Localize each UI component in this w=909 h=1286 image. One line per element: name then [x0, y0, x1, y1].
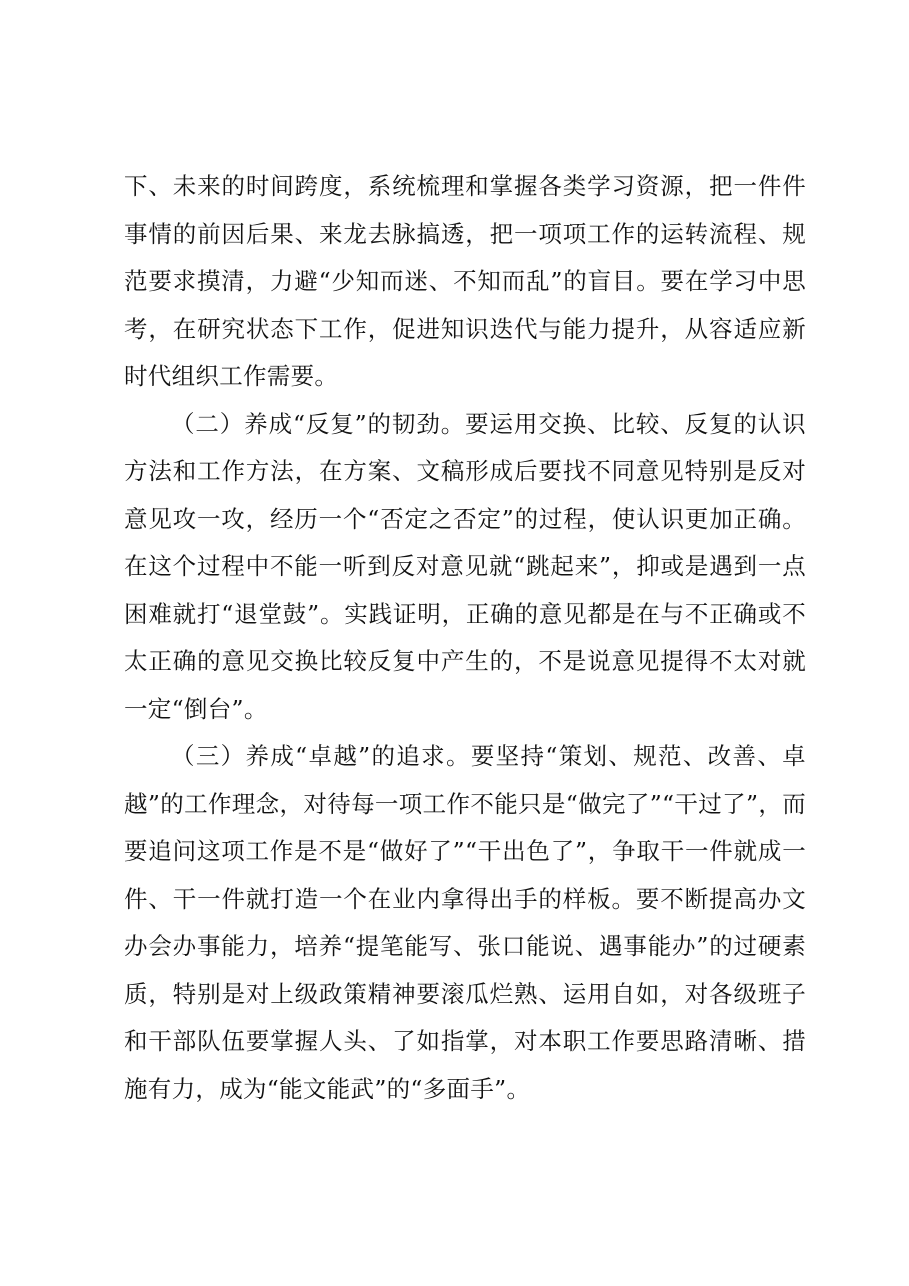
paragraph-continuation: 下、未来的时间跨度，系统梳理和掌握各类学习资源，把一件件事情的前因后果、来龙去脉搞透，把一项项工作的运转流程、规范要求摸清，力避“少知而迷、不知而乱”的盲目。要在学习中思考，在研究状态下工作，促进知识迭代与能力提升，从容适应新时代组织工作需要。: [124, 172, 806, 390]
paragraph-fanfu: （二）养成“反复”的韧劲。要运用交换、比较、反复的认识方法和工作方法，在方案、文稿形成后要找不同意见特别是反对意见攻一攻，经历一个“否定之否定”的过程，使认识更加正确。在这个过程中不能一听到反对意见就“跳起来”，抑或是遇到一点困难就打“退堂鼓”。实践证明，正确的意见都是在与不正确或不太正确的意见交换比较反复中产生的，不是说意见提得不太对就一定“倒台”。: [124, 409, 806, 723]
paragraph-zhuoyue: （三）养成“卓越”的追求。要坚持“策划、规范、改善、卓越”的工作理念，对待每一项工作不能只是“做完了”“干过了”，而要追问这项工作是不是“做好了”“干出色了”，争取干一件就成一件、干一件就打造一个在业内拿得出手的样板。要不断提高办文办会办事能力，培养“提笔能写、张口能说、遇事能办”的过硬素质，特别是对上级政策精神要滚瓜烂熟、运用自如，对各级班子和干部队伍要掌握人头、了如指掌，对本职工作要思路清晰、措施有力，成为“能文能武”的“多面手”。: [124, 742, 806, 1103]
document-body: [124, 163, 806, 1113]
